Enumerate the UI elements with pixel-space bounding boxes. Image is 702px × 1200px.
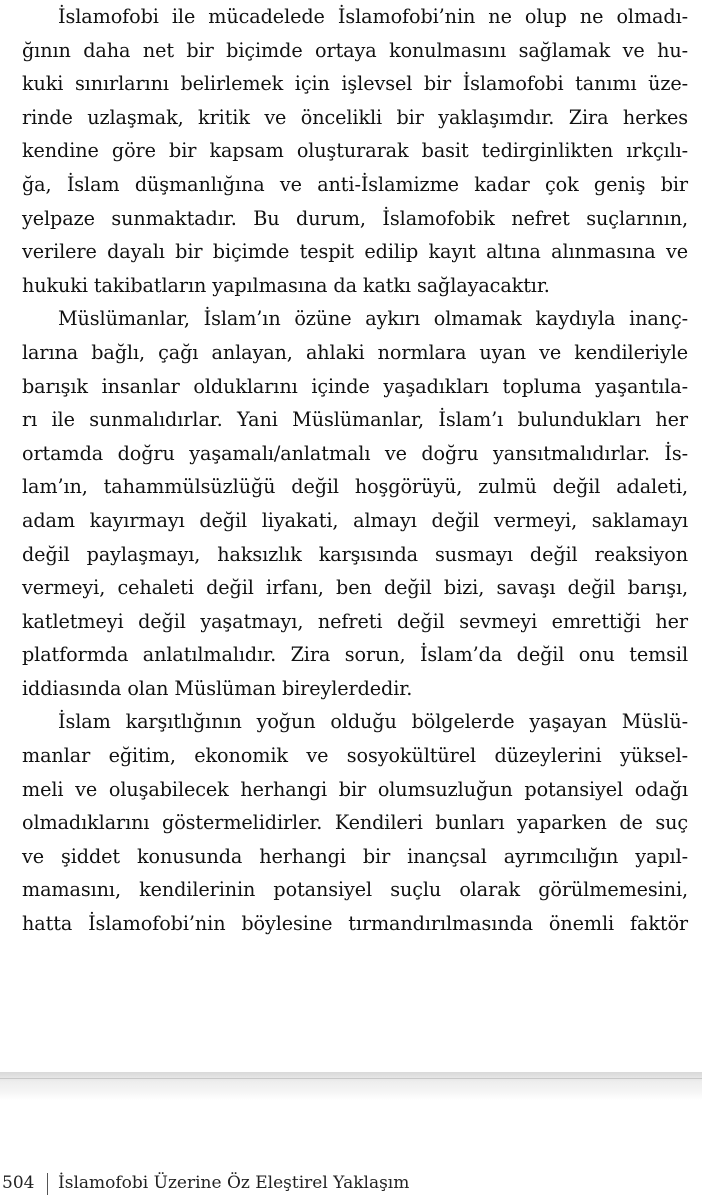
page-number: 504 [2, 1173, 35, 1193]
text-line: yelpaze sunmaktadır. Bu durum, İslamofobik nefret suçlarının, [22, 206, 688, 230]
text-line: ğının daha net bir biçimde ortaya konulmasını sağlamak ve hu- [22, 38, 688, 62]
text-line: larına bağlı, çağı anlayan, ahlaki normlara uyan ve kendileriyle [22, 340, 688, 364]
text-line: platformda anlatılmalıdır. Zira sorun, İslam’da değil onu temsil [22, 643, 688, 667]
paragraph-1 [22, 0, 688, 302]
text-line: ğa, İslam düşmanlığına ve anti-İslamizme kadar çok geniş bir [22, 172, 688, 196]
running-title: İslamofobi Üzerine Öz Eleştirel Yaklaşım [58, 1173, 410, 1193]
text-line: katletmeyi değil yaşatmayı, nefreti değil sevmeyi emrettiği her [22, 609, 688, 633]
text-line: olmadıklarını göstermelidirler. Kendileri bunları yaparken de suç [22, 811, 688, 835]
text-line: meli ve oluşabilecek herhangi bir olumsuzluğun potansiyel odağı [22, 777, 688, 801]
text-line: vermeyi, cehaleti değil irfanı, ben değil bizi, savaşı değil barışı, [22, 576, 688, 600]
text-line: barışık insanlar olduklarını içinde yaşadıkları topluma yaşantıla- [22, 374, 688, 398]
text-line: verilere dayalı bir biçimde tespit edilip kayıt altına alınmasına ve [22, 240, 688, 264]
text-line: değil paylaşmayı, haksızlık karşısında susmayı değil reaksiyon [22, 542, 688, 566]
text-line: iddiasında olan Müslüman bireylerdedir. [22, 676, 413, 700]
text-line: manlar eğitim, ekonomik ve sosyokültürel düzeylerini yüksel- [22, 744, 688, 768]
text-line: ve şiddet konusunda herhangi bir inançsal ayrımcılığın yapıl- [22, 844, 688, 868]
text-line: mamasını, kendilerinin potansiyel suçlu olarak görülmemesini, [22, 878, 688, 902]
text-line: rı ile sunmalıdırlar. Yani Müslümanlar, İslam’ı bulundukları her [22, 408, 688, 432]
footer-divider [47, 1173, 48, 1195]
text-line: hukuki takibatların yapılmasına da katkı sağlayacaktır. [22, 273, 550, 297]
text-line: lam’ın, tahammülsüzlüğü değil hoşgörüyü, zulmü değil adaleti, [22, 475, 688, 499]
page-footer [0, 1166, 702, 1200]
paragraph-3 [22, 705, 688, 940]
body-text [22, 0, 688, 941]
text-line: kendine göre bir kapsam oluşturarak basit tedirginlikten ırkçılı- [22, 139, 688, 163]
paragraph-2 [22, 302, 688, 705]
text-line: Müslümanlar, İslam’ın özüne aykırı olmamak kaydıyla inanç- [58, 307, 688, 331]
text-line: hatta İslamofobi’nin böylesine tırmandırılmasında önemli faktör [22, 912, 688, 936]
text-line: rinde uzlaşmak, kritik ve öncelikli bir yaklaşımdır. Zira herkes [22, 105, 688, 129]
page-separator-line [0, 1078, 702, 1079]
text-line: kuki sınırlarını belirlemek için işlevsel bir İslamofobi tanımı üze- [22, 72, 688, 96]
text-line: İslam karşıtlığının yoğun olduğu bölgelerde yaşayan Müslü- [58, 710, 688, 734]
text-line: ortamda doğru yaşamalı/anlatmalı ve doğru yansıtmalıdırlar. İs- [22, 441, 688, 465]
page-separator [0, 1072, 702, 1100]
text-line: İslamofobi ile mücadelede İslamofobi’nin ne olup ne olmadı- [58, 5, 688, 28]
text-line: adam kayırmayı değil liyakati, almayı değil vermeyi, saklamayı [22, 508, 688, 532]
